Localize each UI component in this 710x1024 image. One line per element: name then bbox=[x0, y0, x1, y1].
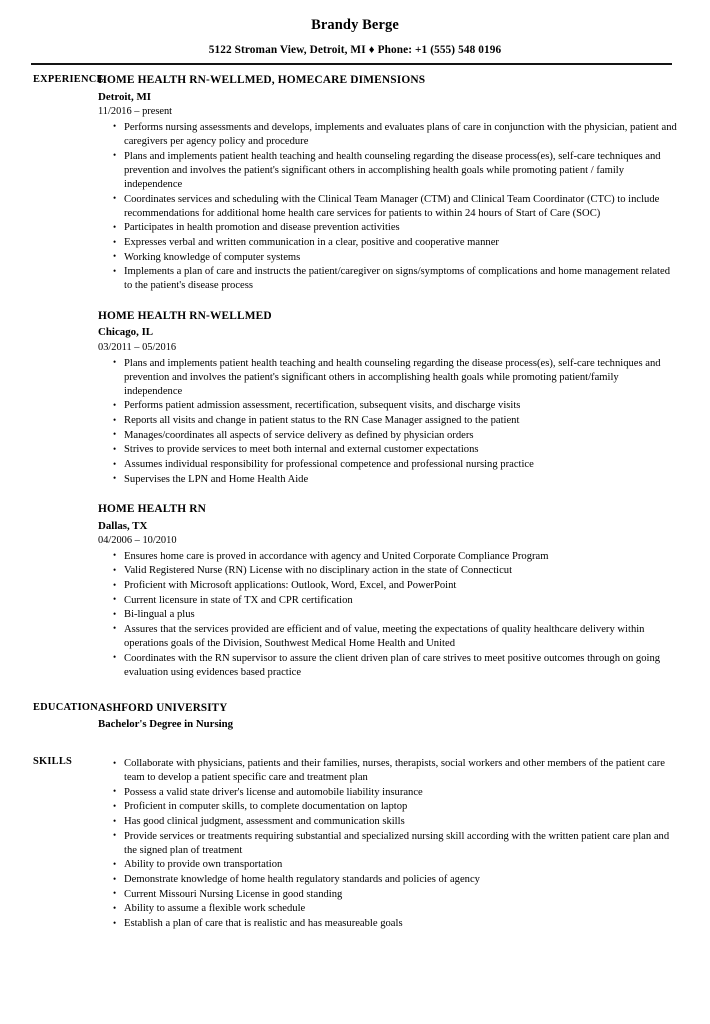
bullet-item: • Participates in health promotion and disease prevention activities bbox=[98, 221, 677, 235]
education-entry bbox=[98, 701, 677, 732]
experience-entry bbox=[98, 309, 677, 487]
education-degree: Bachelor's Degree in Nursing bbox=[98, 718, 234, 731]
education-section bbox=[0, 701, 710, 732]
experience-body bbox=[98, 73, 710, 680]
bullet-item: • Manages/coordinates all aspects of service delivery as defined by physician orders bbox=[98, 429, 677, 443]
bullet-item: • Coordinates services and scheduling with the Clinical Team Manager (CTM) and Clinical Team Coordinator (CTC) to include recommendations for additional home health care services for patients to within 24 hours of Start of Care (SOC) bbox=[98, 193, 677, 221]
job-location: Chicago, IL bbox=[98, 326, 154, 339]
resume-header bbox=[0, 0, 710, 58]
job-dates: 11/2016 – present bbox=[98, 106, 173, 118]
education-body bbox=[98, 701, 710, 732]
bullet-item: • Plans and implements patient health teaching and health counseling regarding the disease process(es), self-care techniques and prevention and involves the patient's significant others in accomplishing health goals while promoting patient/family independence bbox=[98, 357, 677, 399]
candidate-name: Brandy Berge bbox=[311, 17, 399, 33]
bullet-item: • Expresses verbal and written communication in a clear, positive and cooperative manner bbox=[98, 236, 677, 250]
bullet-item: • Plans and implements patient health teaching and health counseling regarding the disease process(es), self-care techniques and prevention and involves the patient's significant others in accomplishing health goals while promoting patient / family independence bbox=[98, 150, 677, 192]
experience-entry bbox=[98, 502, 677, 680]
bullet-item: • Supervises the LPN and Home Health Aide bbox=[98, 473, 677, 487]
bullet-item: • Assumes individual responsibility for professional competence and professional nursing practice bbox=[98, 458, 677, 472]
job-title: HOME HEALTH RN-WELLMED bbox=[98, 309, 272, 322]
bullet-item: • Working knowledge of computer systems bbox=[98, 251, 677, 265]
diamond-separator-icon: ♦ bbox=[368, 44, 375, 57]
job-responsibility-list bbox=[98, 357, 677, 487]
bullet-item: • Current licensure in state of TX and CPR certification bbox=[98, 594, 677, 608]
bullet-item: • Proficient with Microsoft applications: Outlook, Word, Excel, and PowerPoint bbox=[98, 579, 677, 593]
job-location: Dallas, TX bbox=[98, 519, 148, 532]
job-dates: 04/2006 – 10/2010 bbox=[98, 535, 177, 547]
bullet-item: • Implements a plan of care and instructs the patient/caregiver on signs/symptoms of complications and home management related to the patient's disease process bbox=[98, 265, 677, 293]
bullet-item: • Performs nursing assessments and develops, implements and evaluates plans of care in conjunction with the physician, patient and caregivers per agency policy and procedure bbox=[98, 121, 677, 149]
job-location: Detroit, MI bbox=[98, 90, 152, 103]
skills-body bbox=[98, 755, 710, 931]
bullet-item: • Valid Registered Nurse (RN) License with no disciplinary action in the state of Connecticut bbox=[98, 564, 677, 578]
job-dates: 03/2011 – 05/2016 bbox=[98, 341, 177, 353]
job-title: HOME HEALTH RN bbox=[98, 502, 207, 515]
bullet-item: • Possess a valid state driver's license and automobile liability insurance bbox=[98, 786, 677, 800]
header-divider bbox=[31, 63, 672, 65]
bullet-item: • Reports all visits and change in patient status to the RN Case Manager assigned to the patient bbox=[98, 414, 677, 428]
experience-entry bbox=[98, 73, 677, 294]
skills-list bbox=[98, 757, 677, 931]
bullet-item: • Demonstrate knowledge of home health regulatory standards and policies of agency bbox=[98, 873, 677, 887]
bullet-item: • Current Missouri Nursing License in good standing bbox=[98, 888, 677, 902]
bullet-item: • Assures that the services provided are efficient and of value, meeting the expectations of quality healthcare delivery within operations goals of the Division, Southwest Medical Home Health and United bbox=[98, 623, 677, 651]
bullet-item: • Establish a plan of care that is realistic and has measureable goals bbox=[98, 917, 677, 931]
job-title: HOME HEALTH RN-WELLMED, HOMECARE DIMENSIONS bbox=[98, 73, 426, 86]
contact-line bbox=[0, 44, 710, 58]
bullet-item: • Strives to provide services to meet both internal and external customer expectations bbox=[98, 443, 677, 457]
bullet-item: • Ensures home care is proved in accordance with agency and United Corporate Compliance Program bbox=[98, 550, 677, 564]
bullet-item: • Has good clinical judgment, assessment and communication skills bbox=[98, 815, 677, 829]
bullet-item: • Performs patient admission assessment, recertification, subsequent visits, and discharge visits bbox=[98, 399, 677, 413]
job-responsibility-list bbox=[98, 550, 677, 680]
skills-section bbox=[0, 755, 710, 931]
job-responsibility-list bbox=[98, 121, 677, 294]
bullet-item: • Ability to provide own transportation bbox=[98, 858, 677, 872]
bullet-item: • Ability to assume a flexible work schedule bbox=[98, 902, 677, 916]
bullet-item: • Collaborate with physicians, patients and their families, nurses, therapists, social workers and other members of the patient care team to develop a patient specific care and treatment plan bbox=[98, 757, 677, 785]
bullet-item: • Proficient in computer skills, to complete documentation on laptop bbox=[98, 800, 677, 814]
section-label-education: EDUCATION bbox=[33, 702, 98, 714]
contact-phone: Phone: +1 (555) 548 0196 bbox=[377, 44, 502, 57]
bullet-item: • Provide services or treatments requiring substantial and specialized nursing skill according with the written patient care plan and the signed plan of treatment bbox=[98, 830, 677, 858]
section-label-skills: SKILLS bbox=[33, 756, 73, 767]
education-school: ASHFORD UNIVERSITY bbox=[98, 702, 228, 715]
section-label-experience: EXPERIENCE bbox=[33, 73, 104, 85]
experience-section bbox=[0, 73, 710, 680]
bullet-item: • Bi-lingual a plus bbox=[98, 608, 677, 622]
contact-address: 5122 Stroman View, Detroit, MI bbox=[208, 44, 366, 57]
bullet-item: • Coordinates with the RN supervisor to assure the client driven plan of care strives to meet positive outcomes through on going evaluation using evidences based practice bbox=[98, 652, 677, 680]
